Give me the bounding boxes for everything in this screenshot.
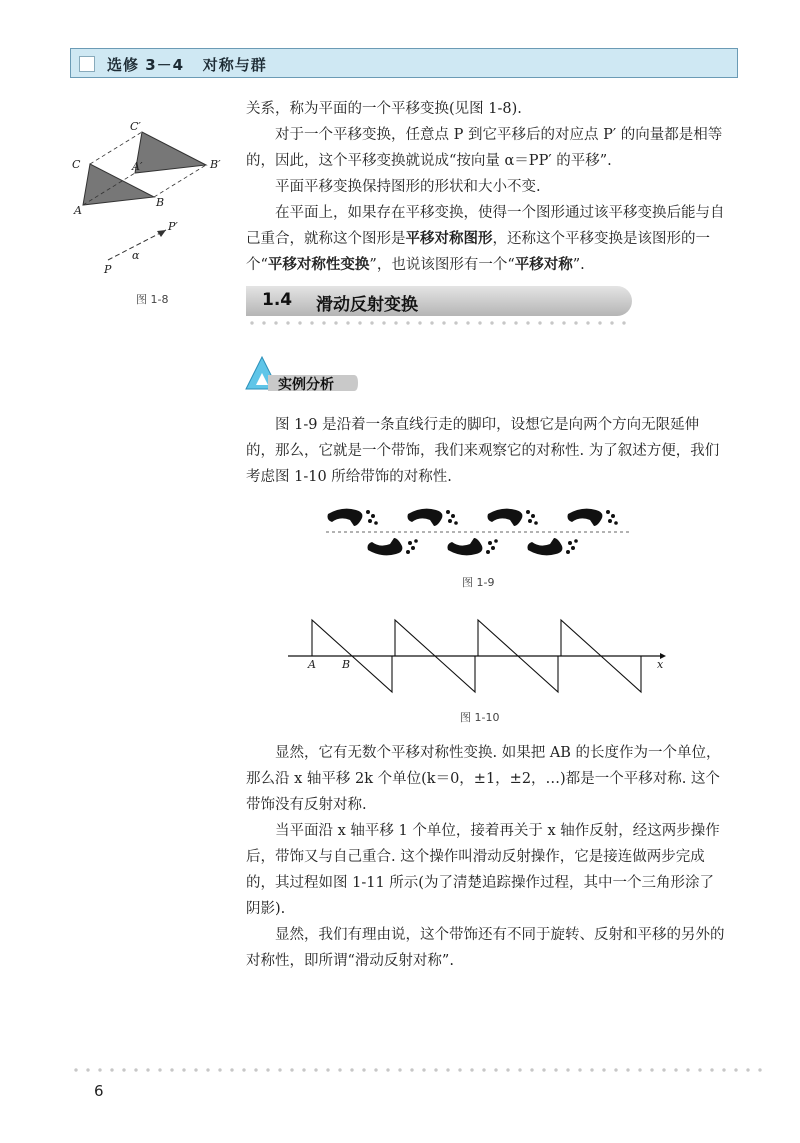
footprint — [568, 509, 618, 526]
intro-paragraph-4: 在平面上，如果存在平移变换，使得一个图形通过该平移变换后能与自己重合，就称这个图形是平移对称图形，还称这个平移变换是该图形的一个“平移对称性变换”，也说该图形有一个“平移对称”. — [246, 205, 725, 273]
section-heading — [246, 286, 632, 316]
header-square-icon — [79, 56, 95, 72]
figure-1-9-caption: 图 1-9 — [462, 576, 495, 589]
label-a: A — [74, 204, 82, 217]
page-number: 6 — [94, 1082, 104, 1100]
footprint — [368, 538, 418, 555]
footprint — [528, 538, 578, 555]
intro-paragraph-2: 对于一个平移变换，任意点 P 到它平移后的对应点 P′ 的向量都是相等的，因此，这个平移变换就说成“按向量 α＝PP′ 的平移”. — [246, 127, 723, 169]
section-title: 滑动反射变换 — [316, 295, 418, 315]
label-c: C — [72, 158, 81, 171]
section-number: 1.4 — [262, 290, 293, 310]
label-x-axis: x — [657, 658, 664, 671]
label-b: B — [156, 196, 165, 209]
label-point-a: A — [308, 658, 316, 671]
label-alpha: α — [132, 249, 140, 262]
body-paragraph-1: 显然，它有无数个平移对称性变换. 如果把 AB 的长度作为一个单位，那么沿 x 轴平移 2k 个单位(k＝0，±1，±2，…)都是一个平移对称. 这个带饰没有反射对称. — [246, 745, 721, 813]
intro-line: 关系，称为平面的一个平移变换(见图 1-8). — [246, 101, 522, 117]
label-point-b: B — [342, 658, 351, 671]
intro-paragraph-3: 平面平移变换保持图形的形状和大小不变. — [275, 179, 541, 195]
footer-divider-dots — [70, 1068, 770, 1072]
label-a1: A′ — [132, 160, 143, 173]
figure-1-10 — [288, 618, 668, 698]
body-paragraph-2: 当平面沿 x 轴平移 1 个单位，接着再关于 x 轴作反射，经这两步操作后，带饰又与自己重合. 这个操作叫滑动反射操作，它是接连做两步完成的，其过程如图 1-11 所示(为了清楚追踪操作过程，其中一个三角形涂了阴影). — [246, 823, 720, 917]
figure-1-10-caption: 图 1-10 — [460, 711, 500, 724]
footprint — [408, 509, 458, 526]
section-divider-dots — [246, 321, 630, 325]
badge-label: 实例分析 — [278, 377, 334, 393]
figure-1-8 — [70, 120, 240, 290]
term-translation-symmetry-transform: 平移对称性变换 — [267, 257, 370, 273]
label-p: P — [104, 263, 112, 276]
footprint — [488, 509, 538, 526]
label-b1: B′ — [210, 158, 221, 171]
footprints-bottom-row — [368, 538, 578, 555]
term-translation-symmetric-figure: 平移对称图形 — [405, 231, 493, 247]
footprints-top-row — [328, 509, 618, 526]
footprint — [328, 509, 378, 526]
label-p1: P′ — [168, 220, 178, 233]
term-translation-symmetry: 平移对称 — [514, 257, 573, 273]
figure-1-8-caption: 图 1-8 — [136, 293, 169, 306]
figure-1-9 — [326, 502, 636, 562]
header-title: 选修 3－4 对称与群 — [107, 56, 267, 74]
analysis-paragraph: 图 1-9 是沿着一条直线行走的脚印，设想它是向两个方向无限延伸的，那么，它就是一个带饰，我们来观察它的对称性. 为了叙述方便，我们考虑图 1-10 所给带饰的对称性. — [246, 417, 720, 485]
triangle-a1b1c1 — [135, 132, 206, 173]
label-c1: C′ — [130, 120, 141, 133]
chapter-header — [70, 48, 738, 78]
footprint — [448, 538, 498, 555]
body-paragraph-3: 显然，我们有理由说，这个带饰还有不同于旋转、反射和平移的另外的对称性，即所谓“滑动反射对称”. — [246, 927, 725, 969]
